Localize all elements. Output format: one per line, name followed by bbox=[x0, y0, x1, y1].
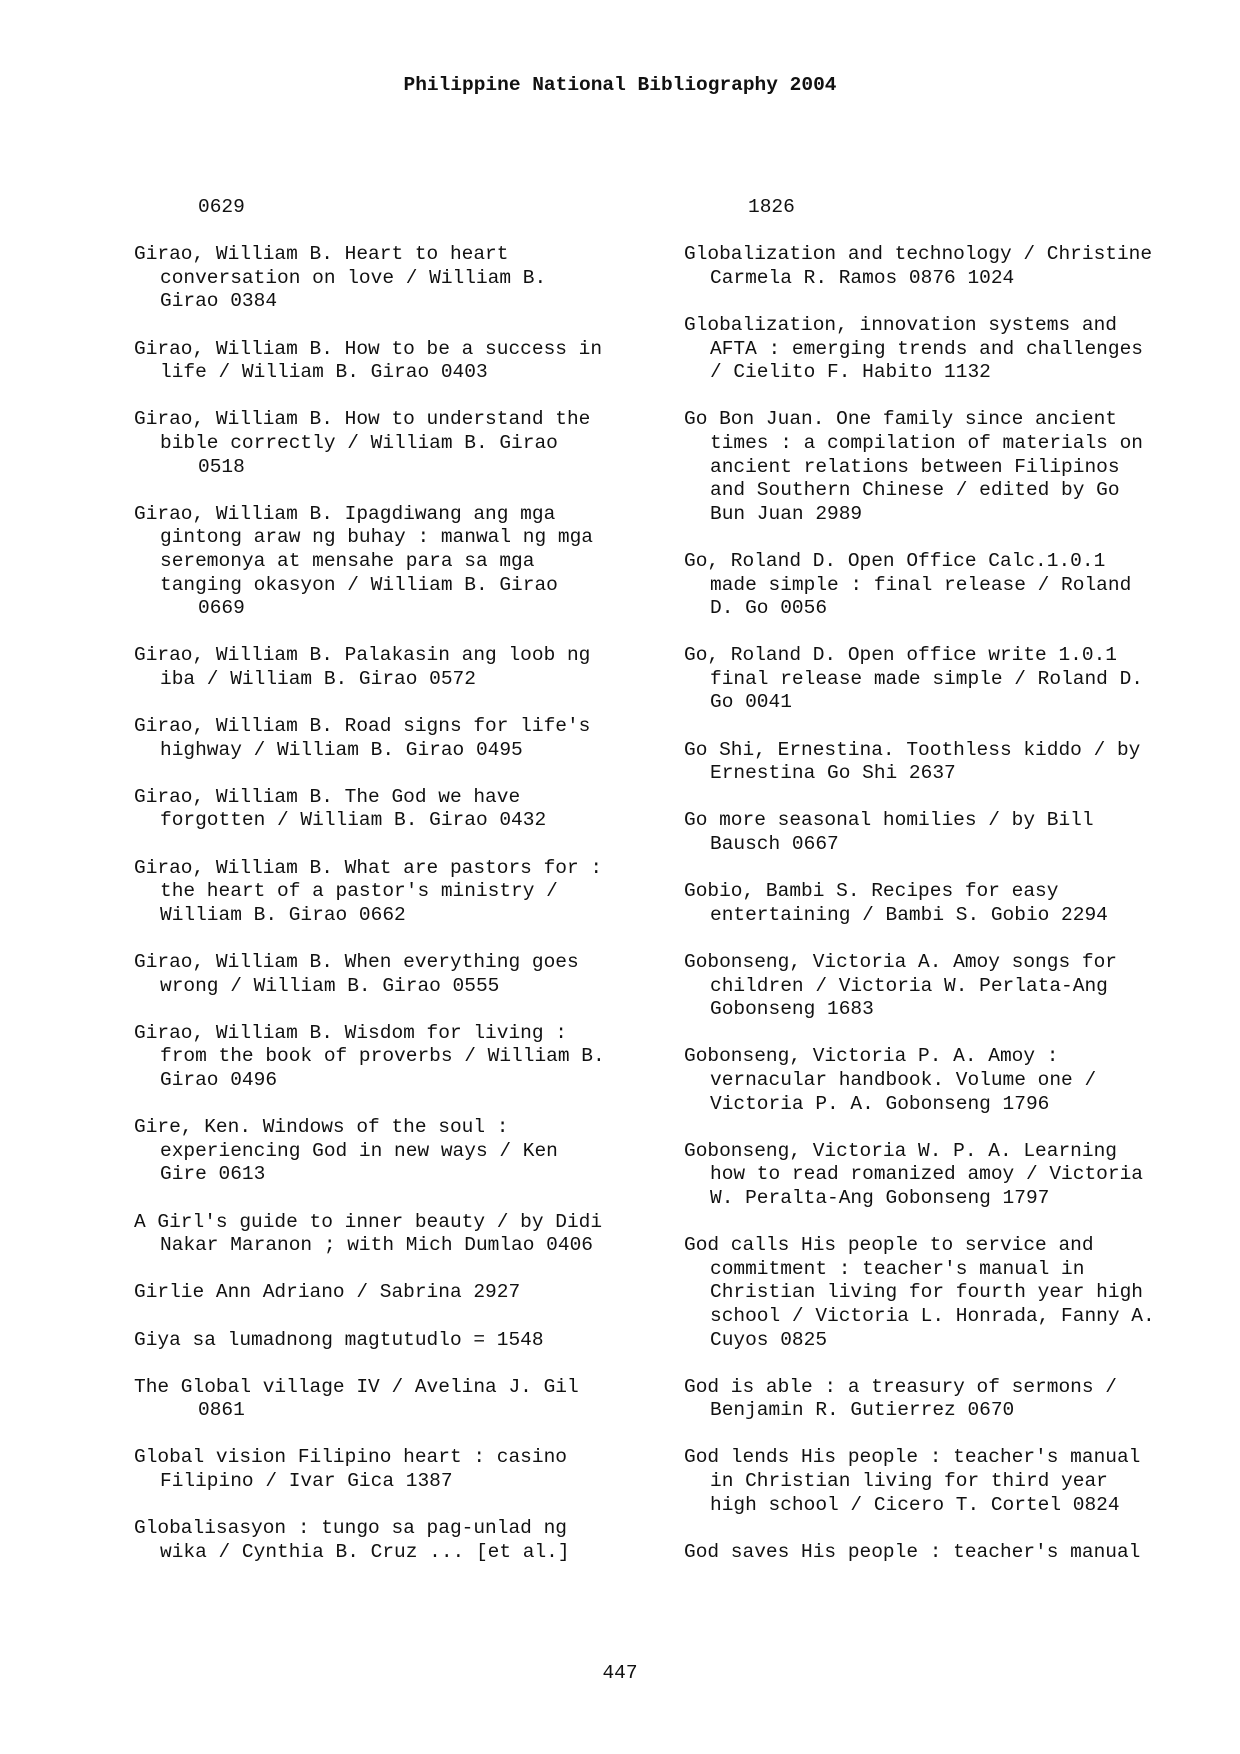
bibliography-entry bbox=[684, 243, 1204, 290]
entry-line: Filipino / Ivar Gica 1387 bbox=[160, 1470, 453, 1493]
entry-line: God lends His people : teacher's manual bbox=[684, 1446, 1141, 1469]
entry-line: Nakar Maranon ; with Mich Dumlao 0406 bbox=[160, 1234, 593, 1257]
entry-line: seremonya at mensahe para sa mga bbox=[160, 549, 535, 572]
entry-line: Bausch 0667 bbox=[710, 833, 839, 856]
entry-line: wika / Cynthia B. Cruz ... [et al.] bbox=[160, 1540, 570, 1563]
entry-line: Girao, William B. Road signs for life's bbox=[134, 715, 591, 738]
bibliography-entry bbox=[684, 809, 1204, 856]
page-title: Philippine National Bibliography 2004 bbox=[403, 74, 837, 96]
entry-line: Girao, William B. The God we have bbox=[134, 785, 521, 808]
entry-line: wrong / William B. Girao 0555 bbox=[160, 974, 500, 997]
entry-line: 0669 bbox=[198, 597, 245, 620]
entry-line: Gobonseng, Victoria A. Amoy songs for bbox=[684, 951, 1117, 973]
bibliography-entry bbox=[684, 550, 1204, 621]
entry-line: gintong araw ng buhay : manwal ng mga bbox=[160, 526, 593, 549]
entry-line: William B. Girao 0662 bbox=[160, 903, 406, 926]
bibliography-entry bbox=[134, 408, 654, 479]
bibliography-entry bbox=[684, 644, 1204, 715]
entry-line: / Cielito F. Habito 1132 bbox=[710, 361, 991, 384]
bibliography-entry bbox=[134, 1211, 654, 1258]
bibliography-entry bbox=[134, 715, 654, 762]
entry-line: Go more seasonal homilies / by Bill bbox=[684, 809, 1094, 832]
page-number: 447 bbox=[602, 1662, 638, 1684]
entry-line: Victoria P. A. Gobonseng 1796 bbox=[710, 1092, 1050, 1115]
entry-line: Gobonseng, Victoria P. A. Amoy : bbox=[684, 1045, 1059, 1068]
bibliography-entry bbox=[684, 1446, 1204, 1517]
entry-line: Carmela R. Ramos 0876 1024 bbox=[710, 266, 1015, 289]
bibliography-entry bbox=[134, 503, 654, 621]
entry-line: the heart of a pastor's ministry / bbox=[160, 880, 558, 903]
entry-line: A Girl's guide to inner beauty / by Didi bbox=[134, 1210, 603, 1233]
bibliography-column-right bbox=[684, 196, 1204, 1588]
entry-line: tanging okasyon / William B. Girao bbox=[160, 573, 558, 596]
entry-line: Girao 0496 bbox=[160, 1068, 278, 1091]
entry-line: high school / Cicero T. Cortel 0824 bbox=[710, 1493, 1120, 1516]
bibliography-entry bbox=[134, 1022, 654, 1093]
entry-line: in Christian living for third year bbox=[710, 1470, 1108, 1493]
entry-line: Girao, William B. When everything goes bbox=[134, 951, 579, 973]
entry-line: Gobio, Bambi S. Recipes for easy bbox=[684, 880, 1059, 903]
bibliography-entry bbox=[134, 1116, 654, 1187]
entry-line: times : a compilation of materials on bbox=[710, 431, 1143, 454]
entry-line: how to read romanized amoy / Victoria bbox=[710, 1163, 1143, 1186]
bibliography-entry bbox=[684, 314, 1204, 385]
bibliography-entry bbox=[134, 786, 654, 833]
entry-line: Go, Roland D. Open Office Calc.1.0.1 bbox=[684, 549, 1106, 572]
entry-line: 0861 bbox=[198, 1399, 245, 1422]
entry-line: conversation on love / William B. bbox=[160, 266, 547, 289]
entry-line: Ernestina Go Shi 2637 bbox=[710, 762, 956, 785]
entry-line: from the book of proverbs / William B. bbox=[160, 1045, 605, 1068]
continuation-number: 1826 bbox=[748, 196, 795, 218]
entry-line: God is able : a treasury of sermons / bbox=[684, 1375, 1117, 1398]
entry-line: W. Peralta-Ang Gobonseng 1797 bbox=[710, 1186, 1050, 1209]
bibliography-column-left bbox=[134, 196, 654, 1588]
entry-line: God saves His people : teacher's manual bbox=[684, 1540, 1141, 1563]
entry-line: Christian living for fourth year high bbox=[710, 1281, 1143, 1304]
entry-line: Girao, William B. Ipagdiwang ang mga bbox=[134, 502, 556, 525]
bibliography-entry bbox=[684, 951, 1204, 1022]
entry-line: D. Go 0056 bbox=[710, 597, 828, 620]
bibliography-entry bbox=[684, 880, 1204, 927]
bibliography-entry bbox=[134, 1281, 654, 1305]
entry-line: commitment : teacher's manual in bbox=[710, 1257, 1085, 1280]
entry-line: Go, Roland D. Open office write 1.0.1 bbox=[684, 644, 1117, 667]
entry-line: final release made simple / Roland D. bbox=[710, 667, 1143, 690]
bibliography-entry bbox=[134, 644, 654, 691]
bibliography-entry bbox=[134, 857, 654, 928]
entry-line: made simple : final release / Roland bbox=[710, 573, 1132, 596]
entry-line: Go Shi, Ernestina. Toothless kiddo / by bbox=[684, 738, 1141, 761]
entry-line: school / Victoria L. Honrada, Fanny A. bbox=[710, 1304, 1155, 1327]
entry-line: bible correctly / William B. Girao bbox=[160, 431, 558, 454]
bibliography-entry bbox=[134, 1329, 654, 1353]
entry-line: Girao, William B. How to understand the bbox=[134, 408, 591, 431]
entry-line: Go Bon Juan. One family since ancient bbox=[684, 408, 1117, 431]
entry-line: children / Victoria W. Perlata-Ang bbox=[710, 974, 1108, 997]
bibliography-entry bbox=[134, 1376, 654, 1423]
entry-line: Benjamin R. Gutierrez 0670 bbox=[710, 1399, 1015, 1422]
entry-line: God calls His people to service and bbox=[684, 1234, 1094, 1257]
entry-line: Gobonseng 1683 bbox=[710, 998, 874, 1021]
entry-line: Bun Juan 2989 bbox=[710, 502, 863, 525]
bibliography-entry bbox=[684, 408, 1204, 526]
bibliography-entry bbox=[134, 338, 654, 385]
bibliography-entry bbox=[684, 1541, 1204, 1565]
entry-line: Giya sa lumadnong magtutudlo = 1548 bbox=[134, 1328, 544, 1351]
entry-line: entertaining / Bambi S. Gobio 2294 bbox=[710, 903, 1108, 926]
entry-line: Cuyos 0825 bbox=[710, 1328, 828, 1351]
entry-line: Globalization, innovation systems and bbox=[684, 313, 1117, 336]
entry-line: Globalisasyon : tungo sa pag-unlad ng bbox=[134, 1517, 567, 1540]
bibliography-entry bbox=[684, 739, 1204, 786]
entry-line: Gobonseng, Victoria W. P. A. Learning bbox=[684, 1139, 1117, 1162]
entry-line: Global vision Filipino heart : casino bbox=[134, 1446, 567, 1469]
entry-line: Girao 0384 bbox=[160, 290, 278, 313]
entry-line: vernacular handbook. Volume one / bbox=[710, 1068, 1097, 1091]
entry-line: forgotten / William B. Girao 0432 bbox=[160, 809, 547, 832]
entry-line: Girao, William B. Palakasin ang loob ng bbox=[134, 644, 591, 667]
entry-line: life / William B. Girao 0403 bbox=[160, 361, 488, 384]
bibliography-entry bbox=[134, 1446, 654, 1493]
entry-line: highway / William B. Girao 0495 bbox=[160, 738, 523, 761]
entry-line: Go 0041 bbox=[710, 691, 792, 714]
bibliography-entry bbox=[684, 1045, 1204, 1116]
entry-line: ancient relations between Filipinos bbox=[710, 455, 1120, 478]
bibliography-entry bbox=[684, 1140, 1204, 1211]
bibliography-entry bbox=[134, 243, 654, 314]
entry-line: iba / William B. Girao 0572 bbox=[160, 667, 476, 690]
entry-line: Girlie Ann Adriano / Sabrina 2927 bbox=[134, 1281, 521, 1304]
entry-line: Gire 0613 bbox=[160, 1163, 266, 1186]
entry-line: Girao, William B. Wisdom for living : bbox=[134, 1021, 567, 1044]
entry-line: Girao, William B. Heart to heart bbox=[134, 243, 509, 266]
continuation-number: 0629 bbox=[198, 196, 245, 218]
bibliography-entry bbox=[134, 1517, 654, 1564]
entry-line: 0518 bbox=[198, 455, 245, 478]
entry-line: Gire, Ken. Windows of the soul : bbox=[134, 1116, 509, 1139]
entry-line: Girao, William B. What are pastors for : bbox=[134, 856, 603, 879]
entry-line: The Global village IV / Avelina J. Gil bbox=[134, 1375, 579, 1398]
entry-line: experiencing God in new ways / Ken bbox=[160, 1139, 558, 1162]
entry-line: Globalization and technology / Christine bbox=[684, 243, 1153, 266]
entry-line: and Southern Chinese / edited by Go bbox=[710, 479, 1120, 502]
entry-line: AFTA : emerging trends and challenges bbox=[710, 337, 1143, 360]
bibliography-entry bbox=[684, 1234, 1204, 1352]
bibliography-entry bbox=[684, 1376, 1204, 1423]
bibliography-entry bbox=[134, 951, 654, 998]
entry-line: Girao, William B. How to be a success in bbox=[134, 337, 603, 360]
